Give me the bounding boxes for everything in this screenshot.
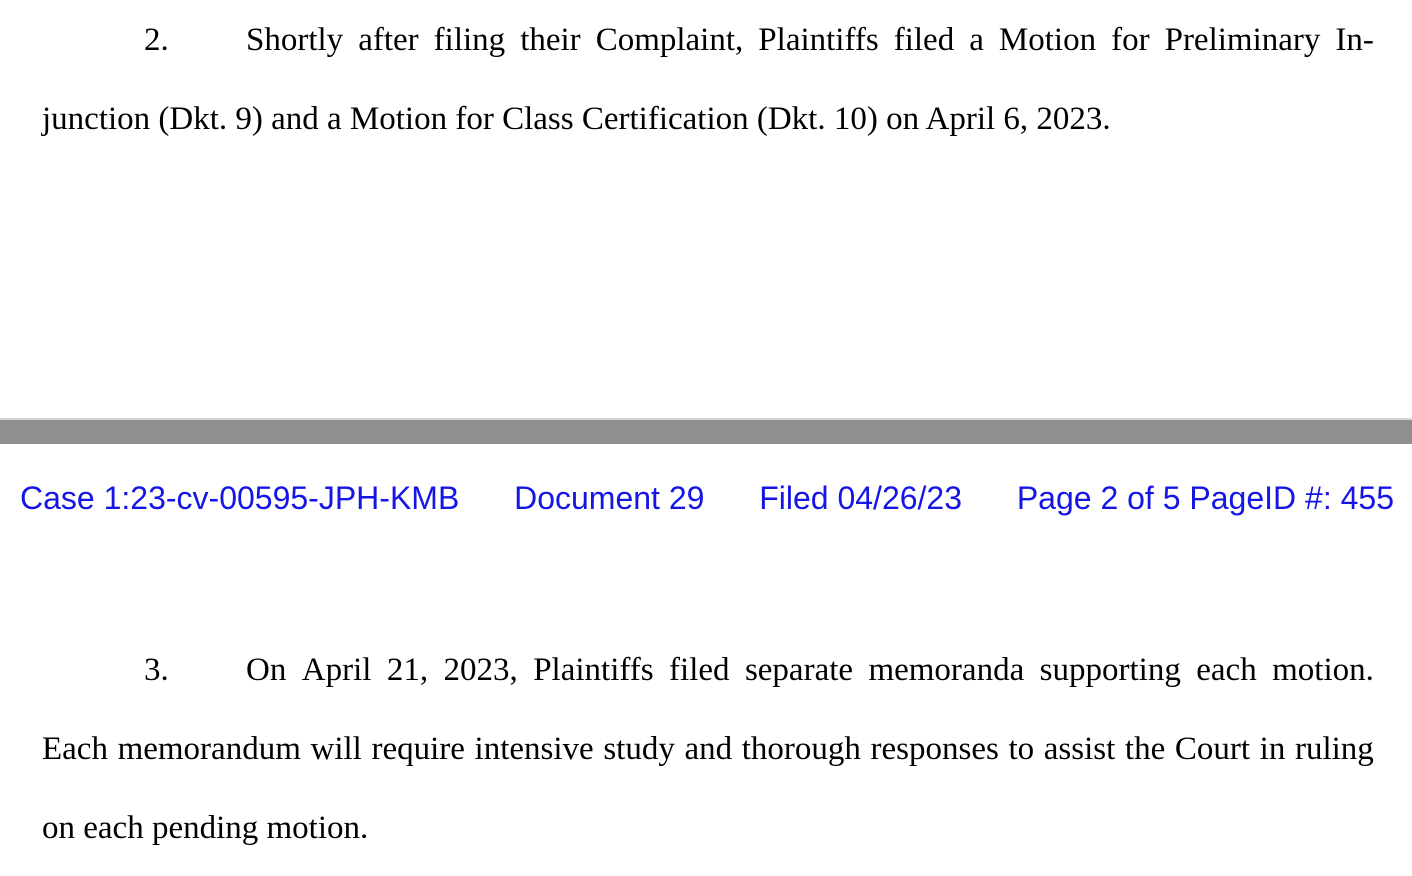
word: Motion bbox=[998, 22, 1097, 58]
page-1-region bbox=[0, 0, 1412, 418]
page-id: Page 2 of 5 PageID #: 455 bbox=[1016, 480, 1394, 516]
paragraph-3-line-1 bbox=[246, 650, 1374, 690]
word: Each bbox=[42, 731, 108, 767]
paragraph-3-line-2 bbox=[42, 729, 1374, 769]
word: a bbox=[969, 22, 984, 58]
page-separator bbox=[0, 418, 1412, 444]
word: and bbox=[684, 731, 733, 767]
filed-date: Filed 04/26/23 bbox=[759, 480, 963, 516]
word: memoranda bbox=[868, 652, 1025, 688]
word: ruling bbox=[1294, 731, 1374, 767]
word: will bbox=[310, 731, 362, 767]
word: separate bbox=[744, 652, 854, 688]
word: assist bbox=[1043, 731, 1116, 767]
word: their bbox=[520, 22, 581, 58]
word: April bbox=[301, 652, 372, 688]
word: Preliminary bbox=[1164, 22, 1321, 58]
word: thorough bbox=[741, 731, 861, 767]
word: filing bbox=[433, 22, 506, 58]
case-header-stamp bbox=[20, 478, 1394, 518]
word: intensive bbox=[474, 731, 594, 767]
word: Court bbox=[1174, 731, 1251, 767]
word: require bbox=[371, 731, 465, 767]
word: after bbox=[358, 22, 419, 58]
word: in bbox=[1259, 731, 1286, 767]
paragraph-3-line-3: on each pending motion. bbox=[42, 810, 369, 846]
word: On bbox=[246, 652, 287, 688]
word: responses bbox=[870, 731, 999, 767]
word: In- bbox=[1335, 22, 1374, 58]
word: filed bbox=[669, 652, 730, 688]
word: Plaintiffs bbox=[533, 652, 654, 688]
word: supporting bbox=[1039, 652, 1181, 688]
paragraph-2-line-2: junction (Dkt. 9) and a Motion for Class Certification (Dkt. 10) on April 6, 2023. bbox=[42, 101, 1111, 137]
paragraph-3-number: 3. bbox=[144, 652, 169, 688]
word: motion. bbox=[1272, 652, 1374, 688]
word: the bbox=[1124, 731, 1166, 767]
word: Shortly bbox=[246, 22, 344, 58]
paragraph-2-line-1 bbox=[246, 20, 1374, 60]
word: to bbox=[1008, 731, 1035, 767]
document-number: Document 29 bbox=[514, 480, 705, 516]
word: study bbox=[603, 731, 675, 767]
word: Plaintiffs bbox=[758, 22, 879, 58]
word: each bbox=[1196, 652, 1257, 688]
word: 21, bbox=[386, 652, 429, 688]
word: Complaint, bbox=[595, 22, 744, 58]
word: for bbox=[1111, 22, 1150, 58]
case-number: Case 1:23-cv-00595-JPH-KMB bbox=[20, 480, 460, 516]
paragraph-2-number: 2. bbox=[144, 22, 169, 58]
word: 2023, bbox=[443, 652, 518, 688]
word: memorandum bbox=[117, 731, 301, 767]
word: filed bbox=[893, 22, 955, 58]
